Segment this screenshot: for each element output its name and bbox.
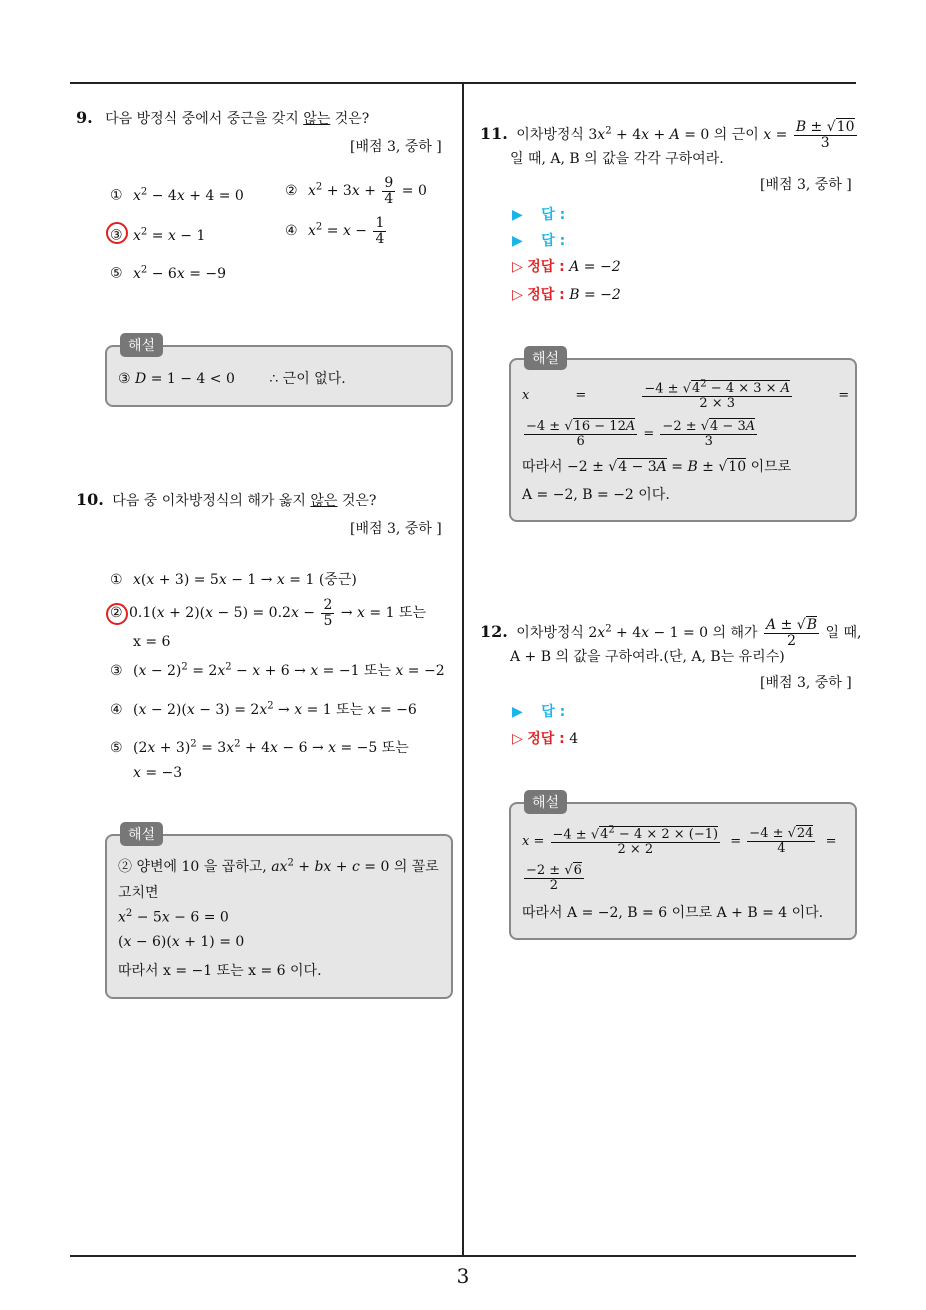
solution-line-3: 따라서 A = −2, B = 6 이므로 A + B = 4 이다. <box>522 905 824 921</box>
solution-tag: 해설 <box>524 346 567 370</box>
question-meta: [배점 3, 중하 ] <box>350 139 442 155</box>
question-number: 9. <box>76 108 93 127</box>
question-number: 11. <box>480 124 508 144</box>
question-text-cont: 일 때, A, B 의 값을 각각 구하여라. <box>510 151 724 167</box>
question-number: 12. <box>480 622 508 642</box>
solution-tag: 해설 <box>120 822 163 846</box>
answer-field-2[interactable]: ▶ 답 : <box>512 233 566 249</box>
question-number: 10. <box>76 490 104 509</box>
solution-line-1: ② 양변에 10 을 곱하고, $ax^2$ + bx + c = 0 의 꼴로 <box>118 857 439 875</box>
solution-line-2: $\frac{-2 \pm √6}{2}$ <box>526 863 582 893</box>
question-10 <box>76 490 376 510</box>
question-12: 12. 이차방정식 $2x^2 + 4x - 1 = 0$ 의 해가 $\frac{A \pm √B}{2}$ 일 때, <box>480 617 862 649</box>
option-3[interactable]: ③ $x^2 = x - 1$ <box>110 226 206 244</box>
correct-answer-1: ▷ 정답 : A = −2 <box>512 259 621 275</box>
bottom-rule <box>70 1255 856 1257</box>
solution-line-5: 따라서 x = −1 또는 x = 6 이다. <box>118 963 322 979</box>
option-1[interactable]: ① $x^2 - 4x + 4 = 0$ <box>110 186 244 204</box>
solution-text: ③ D = 1 − 4 < 0 ∴ 근이 없다. <box>118 371 346 387</box>
option-3[interactable]: ③ $(x - 2)^2 = 2x^2 - x + 6 \to x = -1$ 또는 x = −2 <box>110 661 445 679</box>
option-4[interactable]: ④ $x^2 = x$ − $\frac{1}{4}$ <box>285 215 385 247</box>
solution-line-4: (x − 6)(x + 1) = 0 <box>118 934 245 950</box>
correct-answer-1: ▷ 정답 : 4 <box>512 731 579 747</box>
option-1[interactable]: ① x(x + 3) = 5x − 1 → x = 1 (중근) <box>110 572 357 588</box>
column-divider <box>462 84 464 1256</box>
answer-field-1[interactable]: ▶ 답 : <box>512 207 566 223</box>
solution-line-3: $x^2 - 5x - 6 = 0$ <box>118 908 229 926</box>
option-2[interactable]: ② $x^2 + 3x$ + $\frac{9}{4}$ = 0 <box>285 175 427 207</box>
solution-line-3: 따라서 −2 ± √4 − 3A = B ± √10 이므로 <box>522 459 792 475</box>
correct-answer-2: ▷ 정답 : B = −2 <box>512 287 621 303</box>
option-2[interactable]: ② 0.1(x + 2)(x − 5) = 0.2x − $\frac{2}{5}$ → x = 1 또는 <box>110 597 426 629</box>
question-11: 11. 이차방정식 $3x^2 + 4x + A = 0$ 의 근이 x = $\frac{B \pm √10}{3}$ <box>480 119 855 151</box>
option-4[interactable]: ④ $(x - 2)(x - 3) = 2x^2 \to x = 1$ 또는 x = −6 <box>110 700 417 718</box>
option-5-cont: x = −3 <box>133 765 183 781</box>
solution-line-1: x = $\frac{-4 \pm √4^2 - 4 \times 3 \times A}{2 \times 3}$ = <box>522 379 850 411</box>
question-text: 다음 방정식 중에서 중근을 갖지 않는 것은? <box>105 111 370 127</box>
question-text-cont: A + B 의 값을 구하여라.(단, A, B는 유리수) <box>510 649 785 665</box>
solution-line-2: $\frac{-4 \pm √16 - 12A}{6}$ = $\frac{-2 \pm √4 - 3A}{3}$ <box>526 419 756 449</box>
question-meta: [배점 3, 중하 ] <box>350 521 442 537</box>
question-meta: [배점 3, 중하 ] <box>760 675 852 691</box>
solution-tag: 해설 <box>120 333 163 357</box>
answer-field-1[interactable]: ▶ 답 : <box>512 704 566 720</box>
solution-tag: 해설 <box>524 790 567 814</box>
option-5[interactable]: ⑤ $x^2 - 6x = -9$ <box>110 264 227 282</box>
page-number: 3 <box>456 1264 470 1288</box>
option-2-cont: x = 6 <box>133 634 171 650</box>
solution-line-2: 고치면 <box>118 885 159 901</box>
question-9 <box>76 108 369 128</box>
option-5[interactable]: ⑤ $(2x + 3)^2 = 3x^2 + 4x - 6 \to x = -5$ 또는 <box>110 738 409 756</box>
solution-line-1: x = $\frac{-4 \pm √4^2 - 4 \times 2 \times (-1)}{2 \times 2}$ = $\frac{-4 \pm √24}{4}$ = <box>522 825 837 857</box>
question-text: 다음 중 이차방정식의 해가 옳지 않은 것은? <box>112 493 377 509</box>
solution-line-4: A = −2, B = −2 이다. <box>522 487 670 503</box>
question-meta: [배점 3, 중하 ] <box>760 177 852 193</box>
